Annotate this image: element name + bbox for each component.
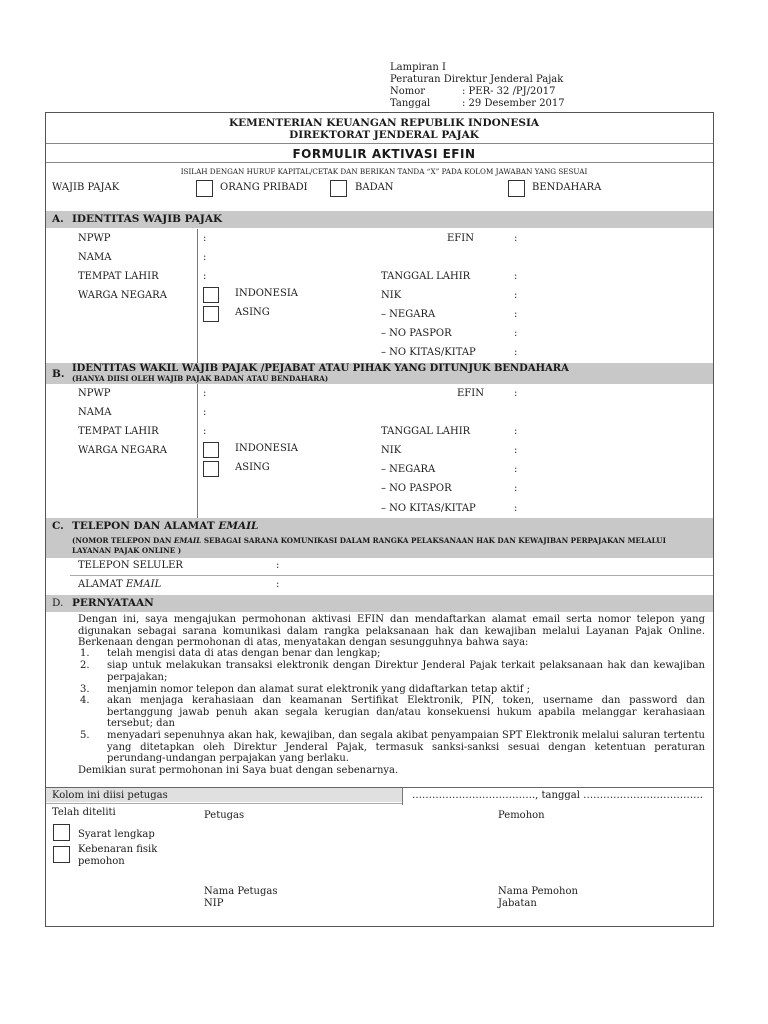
form-title: FORMULIR AKTIVASI EFIN	[292, 147, 476, 161]
section-a-header	[46, 211, 713, 228]
nama-label: NAMA	[78, 407, 112, 418]
colon: :	[203, 426, 207, 437]
divider	[402, 788, 403, 805]
colon: :	[514, 464, 518, 475]
tanggal-lahir-label: TANGGAL LAHIR	[381, 271, 471, 282]
section-b-header	[46, 363, 713, 384]
no-paspor-label: – NO PASPOR	[381, 328, 452, 339]
statement-number: 1.	[80, 648, 90, 659]
petugas-label: Petugas	[204, 810, 245, 821]
colon: :	[203, 388, 207, 399]
statement-number: 3.	[80, 684, 90, 695]
statement-intro: Dengan ini, saya mengajukan permohonan aktivasi EFIN dan mendaftarkan alamat email serta nomor telepon yang digunakan sebagai sarana komunikasi dalam rangka pelaksanaan hak dan kewajiban melalui Layanan Pajak Online. Berkenaan dengan permohonan di atas, menyatakan dengan sesungguhnya bahwa saya:	[78, 614, 705, 648]
npwp-label: NPWP	[78, 388, 111, 399]
statement-number: 4.	[80, 695, 90, 706]
colon: :	[514, 328, 518, 339]
no-paspor-label: – NO PASPOR	[381, 483, 452, 494]
colon: :	[514, 483, 518, 494]
indonesia-checkbox[interactable]	[203, 442, 219, 458]
section-c-note: (NOMOR TELEPON DAN	[72, 536, 174, 545]
asing-checkbox[interactable]	[203, 306, 219, 322]
section-c-number: C.	[52, 520, 64, 532]
tempat-lahir-label: TEMPAT LAHIR	[78, 271, 159, 282]
divider	[70, 575, 713, 576]
colon: :	[203, 252, 207, 263]
colon: :	[514, 388, 518, 399]
colon: :	[203, 407, 207, 418]
warga-negara-label: WARGA NEGARA	[78, 290, 167, 301]
tempat-lahir-label: TEMPAT LAHIR	[78, 426, 159, 437]
nama-label: NAMA	[78, 252, 112, 263]
kebenaran-fisik-label: Kebenaran fisik	[78, 844, 158, 855]
officer-note: Kolom ini diisi petugas	[52, 790, 168, 801]
syarat-lengkap-checkbox[interactable]	[53, 824, 70, 841]
instruction-text: ISILAH DENGAN HURUF KAPITAL/CETAK DAN BERIKAN TANDA “X” PADA KOLOM JAWABAN YANG SESUAI	[180, 167, 588, 176]
tanggal-lahir-label: TANGGAL LAHIR	[381, 426, 471, 437]
colon: :	[203, 233, 207, 244]
nip-label: NIP	[204, 898, 224, 909]
bendahara-label: BENDAHARA	[532, 182, 602, 193]
telah-diteliti-label: Telah diteliti	[52, 807, 116, 818]
bendahara-checkbox[interactable]	[508, 180, 525, 197]
section-d-number: D.	[52, 597, 64, 609]
section-b-title: IDENTITAS WAKIL WAJIB PAJAK /PEJABAT ATAU PIHAK YANG DITUNJUK BENDAHARA	[72, 363, 569, 374]
alamat-email-label: ALAMAT	[78, 579, 126, 590]
attachment-label: Lampiran I	[390, 62, 446, 73]
npwp-label: NPWP	[78, 233, 111, 244]
nomor-value: : PER- 32 /PJ/2017	[462, 86, 556, 97]
colon: :	[514, 309, 518, 320]
no-kitas-label: – NO KITAS/KITAP	[381, 347, 476, 358]
indonesia-checkbox[interactable]	[203, 287, 219, 303]
pemohon-label: Pemohon	[498, 810, 545, 821]
section-d-header	[46, 595, 713, 612]
colon: :	[203, 271, 207, 282]
divider	[46, 143, 713, 144]
statement-item: menjamin nomor telepon dan alamat surat elektronik yang didaftarkan tetap aktif ;	[107, 684, 530, 695]
syarat-lengkap-label: Syarat lengkap	[78, 829, 155, 840]
negara-label: – NEGARA	[381, 464, 436, 475]
colon: :	[514, 233, 518, 244]
asing-label: ASING	[235, 307, 270, 318]
section-a-number: A.	[52, 213, 64, 225]
place-date-line: ………………………………., tanggal ………………………………	[412, 790, 704, 801]
badan-checkbox[interactable]	[330, 180, 347, 197]
ministry-title: KEMENTERIAN KEUANGAN REPUBLIK INDONESIA	[228, 117, 540, 129]
section-b-subtitle: (HANYA DIISI OLEH WAJIB PAJAK BADAN ATAU BENDAHARA)	[72, 374, 329, 383]
jabatan-label: Jabatan	[498, 898, 537, 909]
taxpayer-type-label: WAJIB PAJAK	[52, 182, 120, 193]
indonesia-label: INDONESIA	[235, 443, 298, 454]
section-a-title: IDENTITAS WAJIB PAJAK	[72, 213, 223, 225]
asing-checkbox[interactable]	[203, 461, 219, 477]
nomor-label: Nomor	[390, 86, 426, 97]
directorate-title: DIREKTORAT JENDERAL PAJAK	[289, 129, 479, 141]
efin-label: EFIN	[457, 388, 484, 399]
telepon-label: TELEPON SELULER	[78, 560, 183, 571]
divider	[46, 803, 402, 804]
orang-pribadi-label: ORANG PRIBADI	[220, 182, 308, 193]
nik-label: NIK	[381, 290, 402, 301]
statement-item: akan menjaga kerahasiaan dan keamanan Sertifikat Elektronik, PIN, token, username dan password dan bertanggung jawab penuh akan segala kerugian dan/atau konsekuensi hukum apabila melanggar kerahasiaan tersebut; dan	[107, 695, 705, 729]
colon: :	[276, 579, 280, 590]
statement-item: siap untuk melakukan transaksi elektronik dengan Direktur Jenderal Pajak terkait pelaksanaan hak dan kewajiban perpajakan;	[107, 660, 705, 683]
tanggal-value: : 29 Desember 2017	[462, 98, 565, 109]
nik-label: NIK	[381, 445, 402, 456]
section-d-title: PERNYATAAN	[72, 597, 154, 609]
tanggal-label: Tanggal	[390, 98, 431, 109]
kebenaran-fisik-label-2: pemohon	[78, 856, 125, 867]
statement-closing: Demikian surat permohonan ini Saya buat dengan sebenarnya.	[78, 765, 399, 776]
section-b-number: B.	[52, 368, 65, 380]
indonesia-label: INDONESIA	[235, 288, 298, 299]
colon: :	[514, 445, 518, 456]
negara-label: – NEGARA	[381, 309, 436, 320]
no-kitas-label: – NO KITAS/KITAP	[381, 503, 476, 514]
badan-label: BADAN	[355, 182, 394, 193]
colon: :	[514, 347, 518, 358]
colon: :	[514, 503, 518, 514]
colon: :	[514, 271, 518, 282]
section-c-header	[46, 518, 713, 558]
divider	[46, 162, 713, 163]
orang-pribadi-checkbox[interactable]	[196, 180, 213, 197]
alamat-email-italic: EMAIL	[125, 579, 162, 590]
statement-number: 5.	[80, 730, 90, 741]
divider	[197, 229, 198, 364]
section-c-note-line2: LAYANAN PAJAK ONLINE )	[72, 546, 182, 555]
section-c-note-rest: SEBAGAI SARANA KOMUNIKASI DALAM RANGKA PELAKSANAAN HAK DAN KEWAJIBAN PERPAJAKAN MELALUI	[201, 536, 666, 545]
statement-number: 2.	[80, 660, 90, 671]
nama-pemohon-label: Nama Pemohon	[498, 886, 578, 897]
statement-item: telah mengisi data di atas dengan benar dan lengkap;	[107, 648, 381, 659]
section-c-title-email: EMAIL	[218, 520, 259, 532]
asing-label: ASING	[235, 462, 270, 473]
efin-label: EFIN	[447, 233, 474, 244]
nama-petugas-label: Nama Petugas	[204, 886, 278, 897]
section-c-title: TELEPON DAN ALAMAT	[72, 520, 219, 532]
warga-negara-label: WARGA NEGARA	[78, 445, 167, 456]
section-c-note-email: EMAIL	[173, 536, 202, 545]
colon: :	[276, 560, 280, 571]
divider	[197, 384, 198, 518]
kebenaran-fisik-checkbox[interactable]	[53, 846, 70, 863]
colon: :	[514, 426, 518, 437]
colon: :	[514, 290, 518, 301]
statement-item: menyadari sepenuhnya akan hak, kewajiban, dan segala akibat penyampaian SPT Elektronik melalui saluran tertentu yang ditetapkan oleh Direktur Jenderal Pajak, termasuk sanksi-sanksi sesuai dengan ketentuan peraturan perundang-undangan perpajakan yang berlaku.	[107, 730, 705, 764]
regulation-title: Peraturan Direktur Jenderal Pajak	[390, 74, 564, 85]
